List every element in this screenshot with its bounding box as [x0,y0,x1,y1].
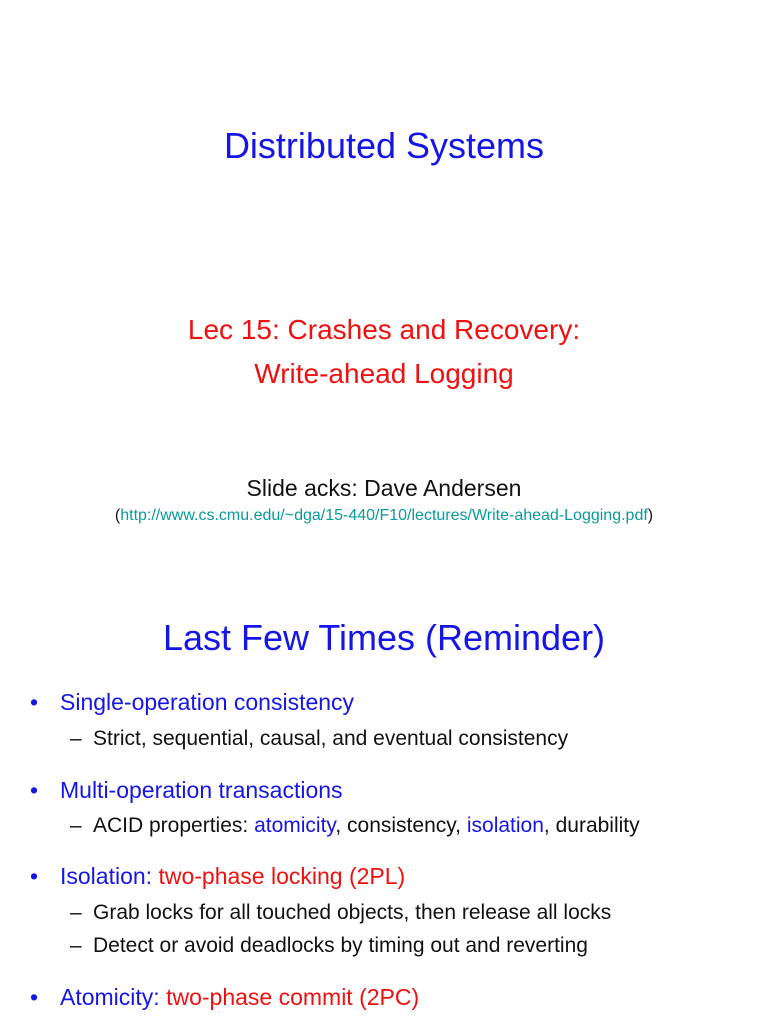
sub-bullet-item [70,813,640,839]
bullet-text: Isolation: [60,863,159,889]
bullet-dot-icon: • [30,984,39,1010]
sub-bullet-text: Strict, sequential, causal, and eventual consistency [93,727,569,750]
slide-acknowledgement: Slide acks: Dave Andersen [246,475,522,501]
bullet-item [30,776,343,804]
lecture-subtitle-line1: Lec 15: Crashes and Recovery: [187,314,581,345]
bullet-item [30,983,419,1011]
sub-bullet-text: Detect or avoid deadlocks by timing out and reverting [93,934,588,957]
dash-icon: – [70,727,82,750]
bullet-dot-icon: • [30,777,39,803]
bullet-text: Atomicity: [60,984,167,1010]
close-paren: ) [647,507,654,524]
acknowledgement-source [0,506,768,526]
sub-bullet-text: , durability [543,814,640,837]
dash-icon: – [70,901,82,924]
lecture-subtitle-line2: Write-ahead Logging [254,358,514,389]
highlight-2pl: two-phase locking (2PL) [158,863,406,889]
sub-bullet-item [70,933,588,959]
sub-bullet-text: , consistency, [335,814,467,837]
sub-bullet-item [70,900,611,926]
highlight-2pc: two-phase commit (2PC) [166,984,420,1010]
sub-bullet-item [70,726,568,752]
bullet-dot-icon: • [30,689,39,715]
bullet-text: Multi-operation transactions [60,777,343,803]
reminder-slide [0,576,768,1024]
bullet-item [30,862,405,890]
slide-title: Last Few Times (Reminder) [162,617,606,658]
bullet-item [30,688,354,716]
bullet-text: Single-operation consistency [60,689,355,715]
slide-title: Distributed Systems [223,125,545,166]
sub-bullet-text: ACID properties: [93,814,255,837]
dash-icon: – [70,814,82,837]
open-paren: ( [114,507,121,524]
bullet-dot-icon: • [30,863,39,889]
sub-bullet-text: Grab locks for all touched objects, then release all locks [93,901,612,924]
dash-icon: – [70,934,82,957]
highlight-isolation: isolation [466,814,544,837]
highlight-atomicity: atomicity [254,814,336,837]
source-link[interactable]: http://www.cs.cmu.edu/~dga/15-440/F10/lectures/Write-ahead-Logging.pdf [120,507,648,524]
